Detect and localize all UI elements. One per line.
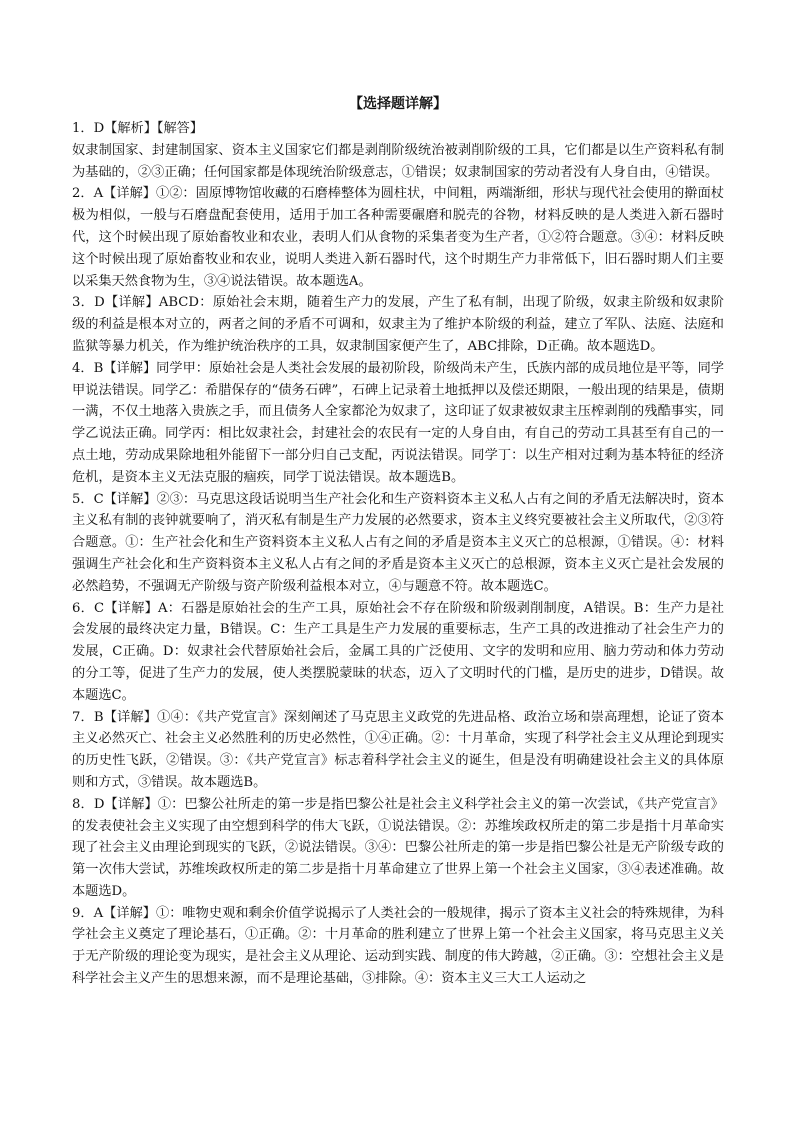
answer-body: A：石器是原始社会的生产工具，原始社会不存在阶级和阶级剥削制度，A错误。B：生产力是社会发展的最终决定力量，B错误。C：生产工具是生产力发展的重要标志，生产工具的改进推动了社会生产力的发展，C正确。D：奴隶社会代替原始社会后，金属工具的广泛使用、文字的发明和应用、脑力劳动和体力劳动的分工等，促进了生产力的发展，使人类摆脱蒙昧的状态，迈入了文明时代的门槛，是历史的进步，D错误。故本题选C。 xyxy=(72,600,724,703)
answer-head: 5．C【详解】 xyxy=(72,491,157,507)
answer-body: ABCD：原始社会末期，随着生产力的发展，产生了私有制，出现了阶级，奴隶主阶级和奴隶阶级的利益是根本对立的，两者之间的矛盾不可调和，奴隶主为了维护本阶级的利益，建立了军队、法庭、法庭和监狱等暴力机关，作为维护统治秩序的工具，奴隶制国家便产生了，ABC排除，D正确。故本题选D。 xyxy=(72,295,724,354)
answer-body: ①②：固原博物馆收藏的石磨棒整体为圆柱状，中间粗，两端渐细，形状与现代社会使用的擀面杖极为相似，一般与石磨盘配套使用，适用于加工各种需要碾磨和脱壳的谷物，材料反映的是人类进入新石器时代，这个时候出现了原始畜牧业和农业，表明人们从食物的采集者变为生产者，①②符合题意。③④：材料反映这个时候出现了原始畜牧业和农业，说明人类进入新石器时代，这个时期生产力非常低下，旧石器时期人们主要以采集天然食物为生，③④说法错误。故本题选A。 xyxy=(72,186,724,289)
answer-head: 4．B【详解】 xyxy=(72,360,157,376)
answer-item-8 xyxy=(72,794,724,903)
answer-head: 9．A【详解】 xyxy=(72,905,157,921)
section-title: 【选择题详解】 xyxy=(349,96,447,112)
answer-item-3 xyxy=(72,292,724,357)
answer-item-9 xyxy=(72,903,724,990)
answer-body: ①：巴黎公社所走的第一步是指巴黎公社是社会主义科学社会主义的第一次尝试，《共产党宣言》的发表使社会主义实现了由空想到科学的伟大飞跃，①说法错误。②：苏维埃政权所走的第二步是指十月革命实现了社会主义由理论到现实的飞跃，②说法错误。③④：巴黎公社所走的第一步是指巴黎公社是无产阶级专政的第一次伟大尝试，苏维埃政权所走的第二步是指十月革命建立了世界上第一个社会主义国家，③④表述准确。故本题选D。 xyxy=(72,796,724,899)
answer-head: 6．C【详解】 xyxy=(72,600,159,616)
answer-body: ②③：马克思这段话说明当生产社会化和生产资料资本主义私人占有之间的矛盾无法解决时，资本主义私有制的丧钟就要响了，消灭私有制是生产力发展的必然要求，资本主义终究要被社会主义所取代，②③符合题意。①：生产社会化和生产资料资本主义私人占有之间的矛盾是资本主义灭亡的总根源，①错误。④：材料强调生产社会化和生产资料资本主义私人占有之间的矛盾是资本主义灭亡的总根源，资本主义灭亡是社会发展的必然趋势，不强调无产阶级与资产阶级利益根本对立，④与题意不符。故本题选C。 xyxy=(72,491,725,594)
answer-head: 1．D【解析】【解答】 xyxy=(72,121,204,136)
answer-explanations xyxy=(72,94,724,990)
answer-item-1 xyxy=(72,118,724,183)
answer-item-7 xyxy=(72,707,724,794)
answer-item-6 xyxy=(72,598,724,707)
answer-head: 3．D【详解】 xyxy=(72,295,159,311)
answer-head: 2．A【详解】 xyxy=(72,186,157,202)
answer-item-5 xyxy=(72,489,724,598)
answer-item-4 xyxy=(72,358,724,489)
answer-body: ①：唯物史观和剩余价值学说揭示了人类社会的一般规律，揭示了资本主义社会的特殊规律，为科学社会主义奠定了理论基石，①正确。②：十月革命的胜利建立了世界上第一个社会主义国家，将马克思主义关于无产阶级的理论变为现实，是社会主义从理论、运动到实践、制度的伟大跨越，②正确。③：空想社会主义是科学社会主义产生的思想来源，而不是理论基础，③排除。④：资本主义三大工人运动之 xyxy=(72,905,724,987)
answer-head: 8．D【详解】 xyxy=(72,796,158,812)
answer-body: 同学甲：原始社会是人类社会发展的最初阶段，阶级尚未产生，氏族内部的成员地位是平等，同学甲说法错误。同学乙：希腊保存的“债务石碑”，石碑上记录着土地抵押以及偿还期限，一般出现的结果是，债期一满，不仅土地落入贵族之手，而且债务人全家都沦为奴隶了，这印证了奴隶被奴隶主压榨剥削的残酷事实，同学乙说法正确。同学丙：相比奴隶社会，封建社会的农民有一定的人身自由，有自己的劳动工具甚至有自己的一点土地，劳动成果除地租外能留下一部分归自己支配，丙说法错误。同学丁：以生产相对过剩为基本特征的经济危机，是资本主义无法克服的痼疾，同学丁说法错误。故本题选B。 xyxy=(72,360,724,485)
answer-item-2 xyxy=(72,183,724,292)
answer-head: 7．B【详解】 xyxy=(72,709,158,725)
answer-body: 奴隶制国家、封建制国家、资本主义国家它们都是剥削阶级统治被剥削阶级的工具，它们都是以生产资料私有制为基础的，②③正确；任何国家都是体现统治阶级意志，①错误；奴隶制国家的劳动者没有人身自由，④错误。 xyxy=(72,142,724,180)
answer-body: ①④：《共产党宣言》深刻阐述了马克思主义政党的先进品格、政治立场和崇高理想，论证了资本主义必然灭亡、社会主义必然胜利的历史必然性，①④正确。②：十月革命，实现了科学社会主义从理论到现实的历史性飞跃，②错误。③：《共产党宣言》标志着科学社会主义的诞生，但是没有明确建设社会主义的具体原则和方式，③错误。故本题选B。 xyxy=(72,709,724,790)
